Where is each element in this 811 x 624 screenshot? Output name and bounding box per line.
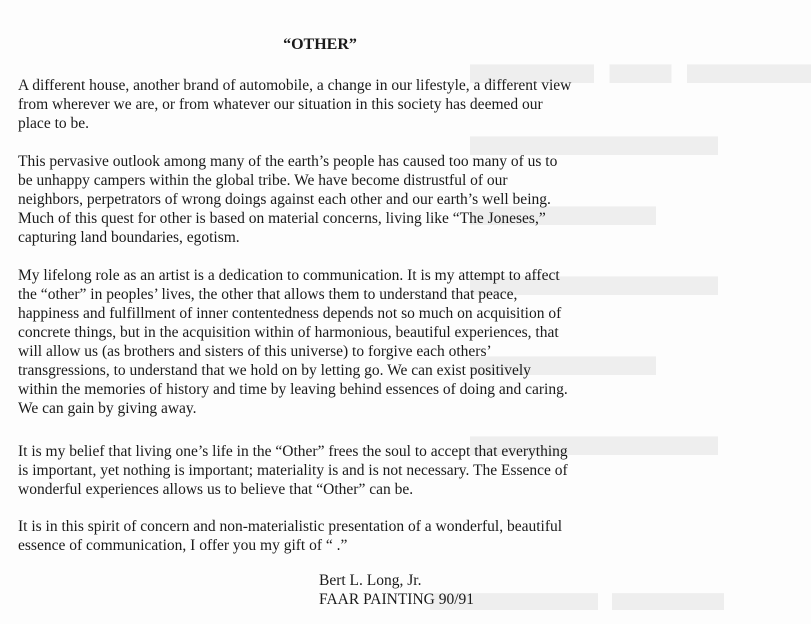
paragraph-5 xyxy=(18,517,624,555)
bleed-through-mark: ▬▬▬ xyxy=(470,321,656,389)
bleed-through-mark: ▬▬▬▬ xyxy=(470,101,718,169)
paragraph-line: happiness and fulfillment of inner contentedness depends not so much on acquisition of xyxy=(18,305,562,322)
paragraph-line: be unhappy campers within the global tribe. We have become distrustful of our xyxy=(18,172,508,189)
bleed-through-mark: ▬▬ ▬ ▬▬ xyxy=(470,29,811,97)
signature-block xyxy=(319,571,474,609)
paragraph-line: concrete things, but in the acquisition within of harmonious, beautiful experiences, that xyxy=(18,324,559,341)
author-name: Bert L. Long, Jr. xyxy=(319,572,422,589)
paragraph-line: neighbors, perpetrators of wrong doings against each other and our earth’s well being. xyxy=(18,191,551,208)
paragraph-line: is important, yet nothing is important; materiality is and is not necessary. The Essence of xyxy=(18,462,568,479)
paragraph-line: place to be. xyxy=(18,115,90,132)
paragraph-line: This pervasive outlook among many of the earth’s people has caused too many of us to xyxy=(18,153,558,170)
paragraph-line: wonderful experiences allows us to believe that “Other” can be. xyxy=(18,481,414,498)
bleed-through-mark: ▬▬▬▬ xyxy=(470,241,718,309)
bleed-through-mark: ▬▬▬▬ xyxy=(470,401,718,469)
paragraph-line: essence of communication, I offer you my gift of “ .” xyxy=(18,537,348,554)
paragraph-line: We can gain by giving away. xyxy=(18,400,197,417)
paragraph-line: within the memories of history and time by leaving behind essences of doing and caring. xyxy=(18,381,568,398)
paragraph-line: Much of this quest for other is based on material concerns, living like “The Joneses,” xyxy=(18,210,546,227)
paragraph-line: A different house, another brand of automobile, a change in our lifestyle, a different view xyxy=(18,77,572,94)
paragraph-line: My lifelong role as an artist is a dedication to communication. It is my attempt to affect xyxy=(18,267,560,284)
paragraph-line: It is in this spirit of concern and non-materialistic presentation of a wonderful, beautiful xyxy=(18,518,563,535)
bleed-through-mark: ▬▬▬ xyxy=(470,171,656,239)
painting-credit: FAAR PAINTING 90/91 xyxy=(319,591,475,608)
paragraph-line: It is my belief that living one’s life in the “Other” frees the soul to accept that everything xyxy=(18,443,568,460)
paragraph-line: capturing land boundaries, egotism. xyxy=(18,229,240,246)
paragraph-line: will allow us (as brothers and sisters of this universe) to forgive each others’ xyxy=(18,343,492,360)
paragraph-line: from wherever we are, or from whatever our situation in this society has deemed our xyxy=(18,96,543,113)
bleed-through-mark: ▬▬▬ ▬▬ xyxy=(430,561,724,623)
paragraph-line: transgressions, to understand that we hold on by letting go. We can exist positively xyxy=(18,362,531,379)
paragraph-1 xyxy=(18,76,624,133)
paragraph-line: the “other” in peoples’ lives, the other that allows them to understand that peace, xyxy=(18,286,518,303)
page-title: “OTHER” xyxy=(283,36,357,53)
paragraph-2 xyxy=(18,152,624,247)
paragraph-4 xyxy=(18,442,624,499)
paragraph-3 xyxy=(18,266,624,418)
